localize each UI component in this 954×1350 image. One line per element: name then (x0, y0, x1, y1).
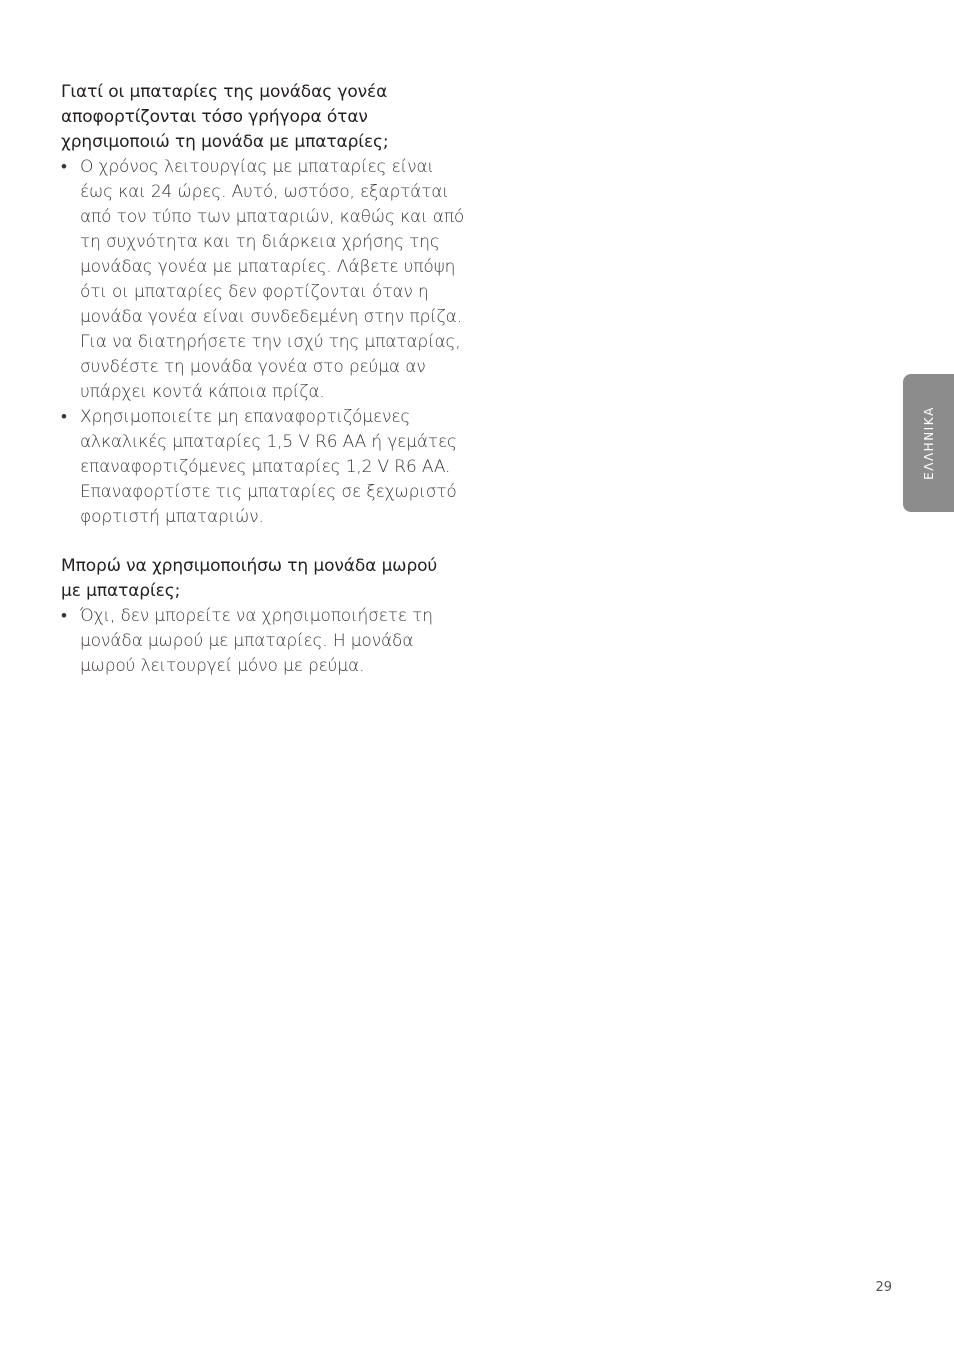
faq-section-baby-battery (61, 554, 481, 679)
language-tab-label (903, 374, 954, 512)
bullet-icon: • (61, 606, 67, 626)
answer-line: συνδέστε τη μονάδα γονέα στο ρεύμα αν (80, 357, 426, 377)
faq-section-parent-battery (61, 80, 481, 530)
answer-line: επαναφορτιζόμενες μπαταρίες 1,2 V R6 AA. (80, 457, 451, 477)
answer-line: Ο χρόνος λειτουργίας με μπαταρίες είναι (80, 157, 434, 177)
answer-line: τη συχνότητα και τη διάρκεια χρήσης της (80, 232, 440, 252)
answer-line: Επαναφορτίστε τις μπαταρίες σε ξεχωριστό (80, 482, 457, 502)
question-line: Μπορώ να χρησιμοποιήσω τη μονάδα μωρού (61, 556, 438, 576)
bullet-icon: • (61, 157, 67, 177)
question-line: Γιατί οι μπαταρίες της μονάδας γονέα (61, 82, 388, 102)
language-tab-text: ΕΛΛΗΝΙΚΑ (921, 406, 936, 480)
faq-answer-list (61, 604, 481, 679)
faq-answer-list (61, 155, 481, 530)
question-line: αποφορτίζονται τόσο γρήγορα όταν (61, 107, 368, 127)
faq-question (61, 80, 481, 155)
answer-line: μονάδας γονέα με μπαταρίες. Λάβετε υπόψη (80, 257, 456, 277)
answer-line: μονάδα γονέα είναι συνδεδεμένη στην πρίζα. (80, 307, 462, 327)
faq-answer-item (61, 604, 481, 679)
answer-line: Για να διατηρήσετε την ισχύ της μπαταρίας, (80, 332, 461, 352)
faq-question (61, 554, 481, 604)
language-tab (903, 374, 954, 512)
answer-line: Χρησιμοποιείτε μη επαναφορτιζόμενες (80, 407, 411, 427)
question-line: με μπαταρίες; (61, 581, 181, 601)
answer-line: μονάδα μωρού με μπαταρίες. Η μονάδα (80, 631, 414, 651)
faq-answer-item (61, 155, 481, 405)
page-number: 29 (875, 1280, 892, 1295)
answer-line: αλκαλικές μπαταρίες 1,5 V R6 AA ή γεμάτες (80, 432, 457, 452)
answer-line: από τον τύπο των μπαταριών, καθώς και από (80, 207, 465, 227)
answer-line: έως και 24 ώρες. Αυτό, ωστόσο, εξαρτάται (80, 182, 449, 202)
answer-line: υπάρχει κοντά κάποια πρίζα. (80, 382, 325, 402)
faq-answer-item (61, 405, 481, 530)
question-line: χρησιμοποιώ τη μονάδα με μπαταρίες; (61, 132, 389, 152)
faq-content (61, 80, 481, 703)
answer-line: μωρού λειτουργεί μόνο με ρεύμα. (80, 656, 365, 676)
answer-line: Όχι, δεν μπορείτε να χρησιμοποιήσετε τη (80, 606, 433, 626)
answer-line: ότι οι μπαταρίες δεν φορτίζονται όταν η (80, 282, 429, 302)
answer-line: φορτιστή μπαταριών. (80, 507, 264, 527)
bullet-icon: • (61, 407, 67, 427)
